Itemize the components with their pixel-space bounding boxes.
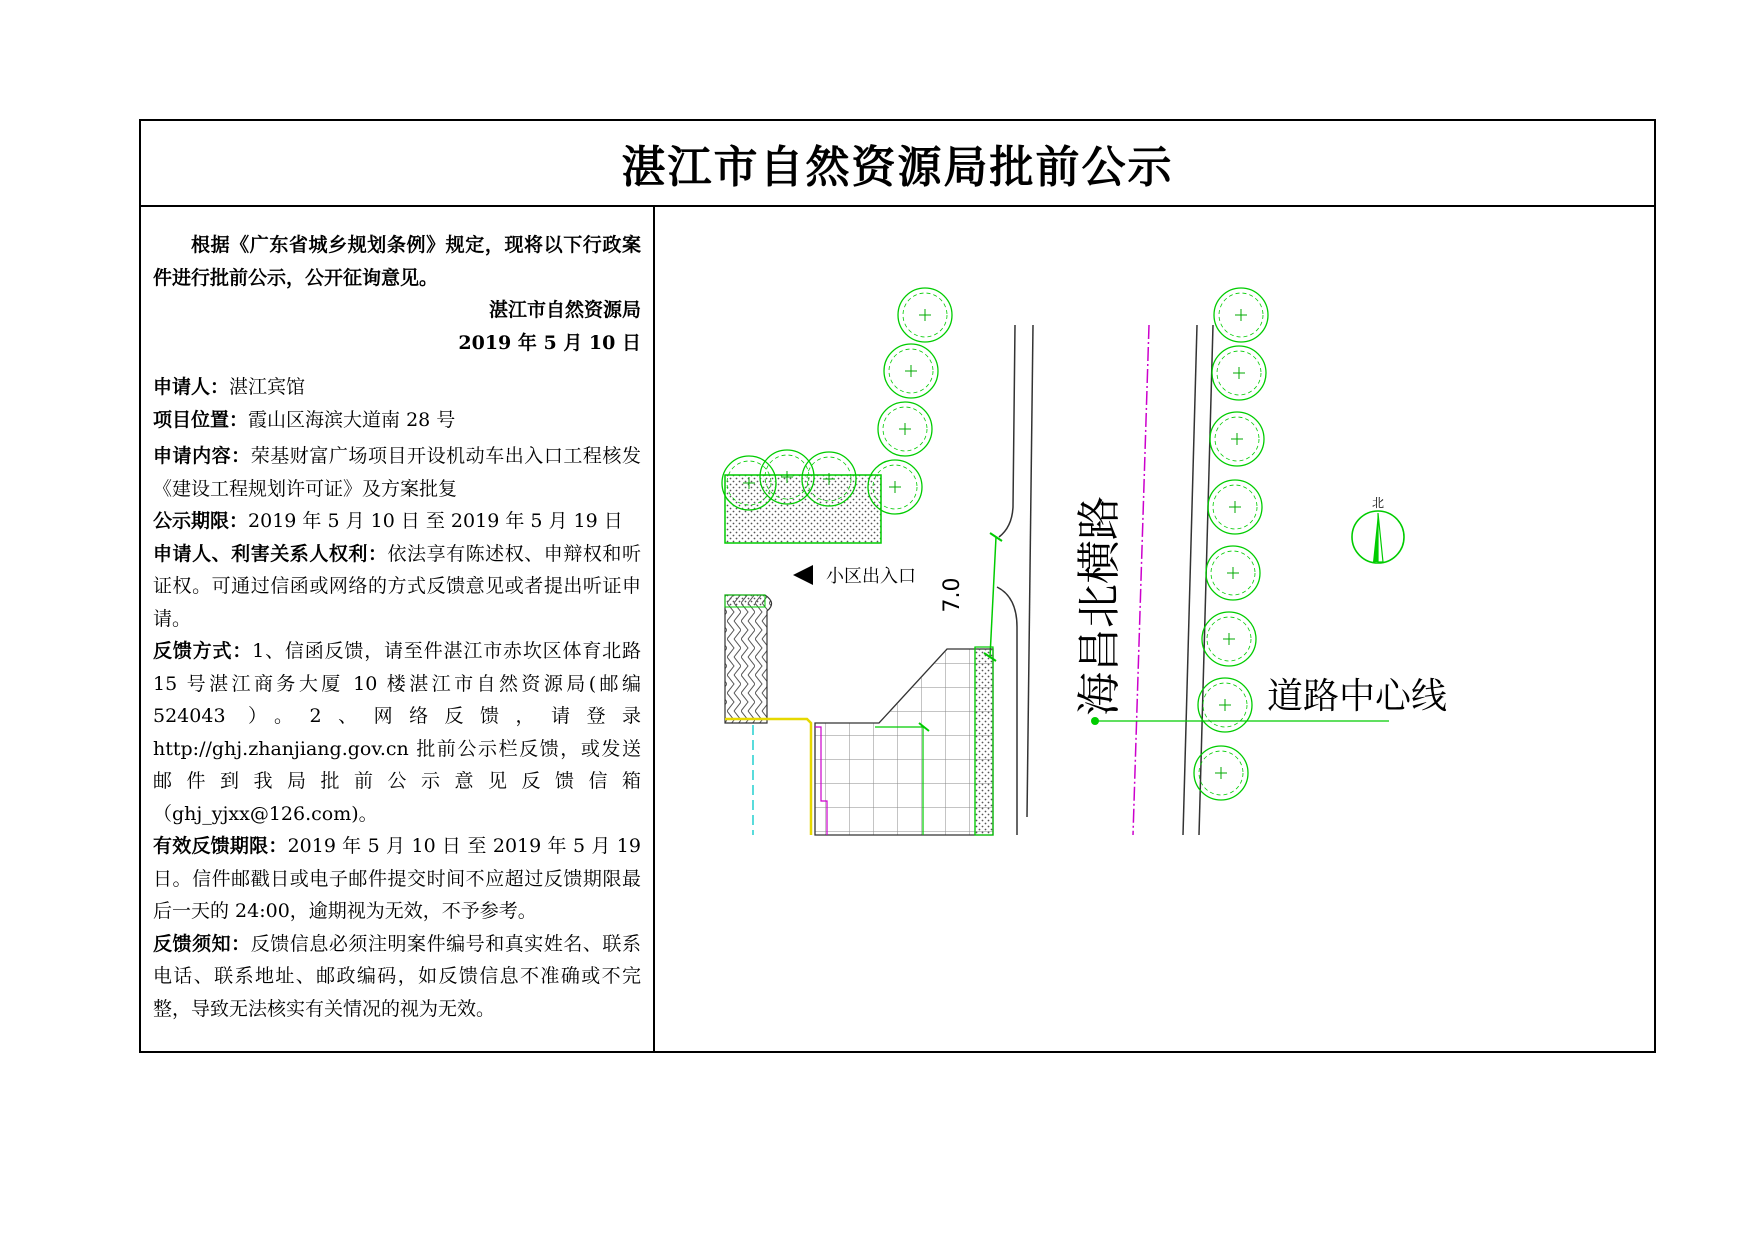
road-edge-line bbox=[1183, 325, 1197, 835]
field-value: 荣基财富广场项目开设机动车出入口工程核发《建设工程规划许可证》及方案批复 bbox=[153, 445, 641, 500]
field-value: 依法享有陈述权、申辩权和听证权。可通过信函或网络的方式反馈意见或者提出听证申请。 bbox=[153, 542, 641, 630]
plaza-grid bbox=[815, 649, 993, 835]
centerline-marker bbox=[1091, 717, 1099, 725]
field-label: 申请人 bbox=[153, 376, 211, 398]
road-edge-line bbox=[997, 587, 1017, 835]
title-row bbox=[141, 121, 1654, 207]
field-feedback-notes: 反馈须知：反馈信息必须注明案件编号和真实姓名、联系电话、联系地址、邮政编码，如反馈信息不准确或不完整，导致无法核实有关情况的视为无效。 bbox=[153, 932, 641, 1020]
field-label: 申请人、利害关系人权利 bbox=[153, 542, 368, 565]
field-rights: 申请人、利害关系人权利：依法享有陈述权、申辩权和听证权。可通过信函或网络的方式反馈意见或者提出听证申请。 bbox=[153, 542, 641, 630]
field-applicant: 申请人：湛江宾馆 bbox=[153, 376, 306, 398]
dotted-strip bbox=[725, 595, 765, 607]
centerline-label: 道路中心线 bbox=[1267, 676, 1448, 717]
road-edge-line bbox=[999, 325, 1015, 537]
field-label: 公示期限 bbox=[153, 510, 230, 532]
field-value: 1、信函反馈，请至件湛江市赤坎区体育北路 15 号湛江商务大厦 10 楼湛江市自然资源局(邮编 524043 ）。2、网络反馈，请登录 http://ghj.zhanjiang.gov.cn 批前公示栏反馈，或发送邮件到我局批前公示意见反馈信箱（ghj_yjxx@126.com)。 bbox=[153, 640, 641, 825]
hatched-strip bbox=[725, 595, 772, 723]
notice-text-column bbox=[141, 207, 655, 1053]
field-label: 有效反馈期限 bbox=[153, 835, 269, 857]
road-edge-line bbox=[1027, 325, 1033, 817]
road-centerline bbox=[1133, 325, 1149, 835]
field-label: 申请内容 bbox=[153, 445, 232, 467]
field-value: 2019 年 5 月 10 日 至 2019 年 5 月 19 日 bbox=[248, 510, 623, 532]
site-plan-map bbox=[657, 207, 1654, 1053]
field-label: 反馈方式 bbox=[153, 640, 233, 662]
field-value: 2019 年 5 月 10 日 至 2019 年 5 月 19 日。信件邮戳日或电子邮件提交时间不应超过反馈期限最后一天的 24:00，逾期视为无效，不予参考。 bbox=[153, 835, 641, 922]
intro-paragraph: 根据《广东省城乡规划条例》规定，现将以下行政案件进行批前公示，公开征询意见。 bbox=[153, 234, 641, 289]
width-dimension-line bbox=[990, 537, 996, 657]
field-value: 霞山区海滨大道南 28 号 bbox=[248, 408, 456, 431]
property-boundary bbox=[725, 719, 811, 835]
field-location: 项目位置：霞山区海滨大道南 28 号 bbox=[153, 408, 456, 431]
field-label: 项目位置 bbox=[153, 408, 230, 431]
road-name-label: 海昌北横路 bbox=[1074, 496, 1125, 716]
north-label: 北 bbox=[1371, 496, 1385, 510]
tree-column-right bbox=[1194, 288, 1268, 800]
field-value: 反馈信息必须注明案件编号和真实姓名、联系电话、联系地址、邮政编码，如反馈信息不准确或不完整，导致无法核实有关情况的视为无效。 bbox=[153, 932, 641, 1020]
field-feedback-method: 反馈方式：1、信函反馈，请至件湛江市赤坎区体育北路 15 号湛江商务大厦 10 楼湛江市自然资源局(邮编 524043 ）。2、网络反馈，请登录 http://ghj.zhanjiang.gov.cn 批前公示栏反馈，或发送邮件到我局批前公示意见反馈信箱（ghj_yjxx@126.com)。 bbox=[153, 640, 641, 825]
field-content: 申请内容：荣基财富广场项目开设机动车出入口工程核发《建设工程规划许可证》及方案批复 bbox=[153, 445, 641, 500]
notice-frame bbox=[139, 119, 1656, 1053]
width-label: 7.0 bbox=[940, 577, 965, 613]
entrance-label: 小区出入口 bbox=[826, 566, 916, 587]
signature-date: 2019 年 5 月 10 日 bbox=[458, 331, 641, 354]
field-feedback-period: 有效反馈期限：2019 年 5 月 10 日 至 2019 年 5 月 19 日。信件邮戳日或电子邮件提交时间不应超过反馈期限最后一天的 24:00，逾期视为无效，不予参考。 bbox=[153, 835, 641, 922]
field-period: 公示期限：2019 年 5 月 10 日 至 2019 年 5 月 19 日 bbox=[153, 510, 623, 532]
signature-org: 湛江市自然资源局 bbox=[488, 299, 641, 321]
north-arrow-icon bbox=[1352, 511, 1404, 563]
site-plan-svg bbox=[657, 207, 1654, 1053]
page-title: 湛江市自然资源局批前公示 bbox=[621, 142, 1174, 193]
road-edge-line bbox=[1199, 325, 1213, 835]
field-label: 反馈须知 bbox=[153, 932, 232, 955]
field-value: 湛江宾馆 bbox=[229, 376, 306, 398]
planting-strip bbox=[975, 647, 993, 835]
entrance-arrow-icon bbox=[793, 565, 813, 585]
